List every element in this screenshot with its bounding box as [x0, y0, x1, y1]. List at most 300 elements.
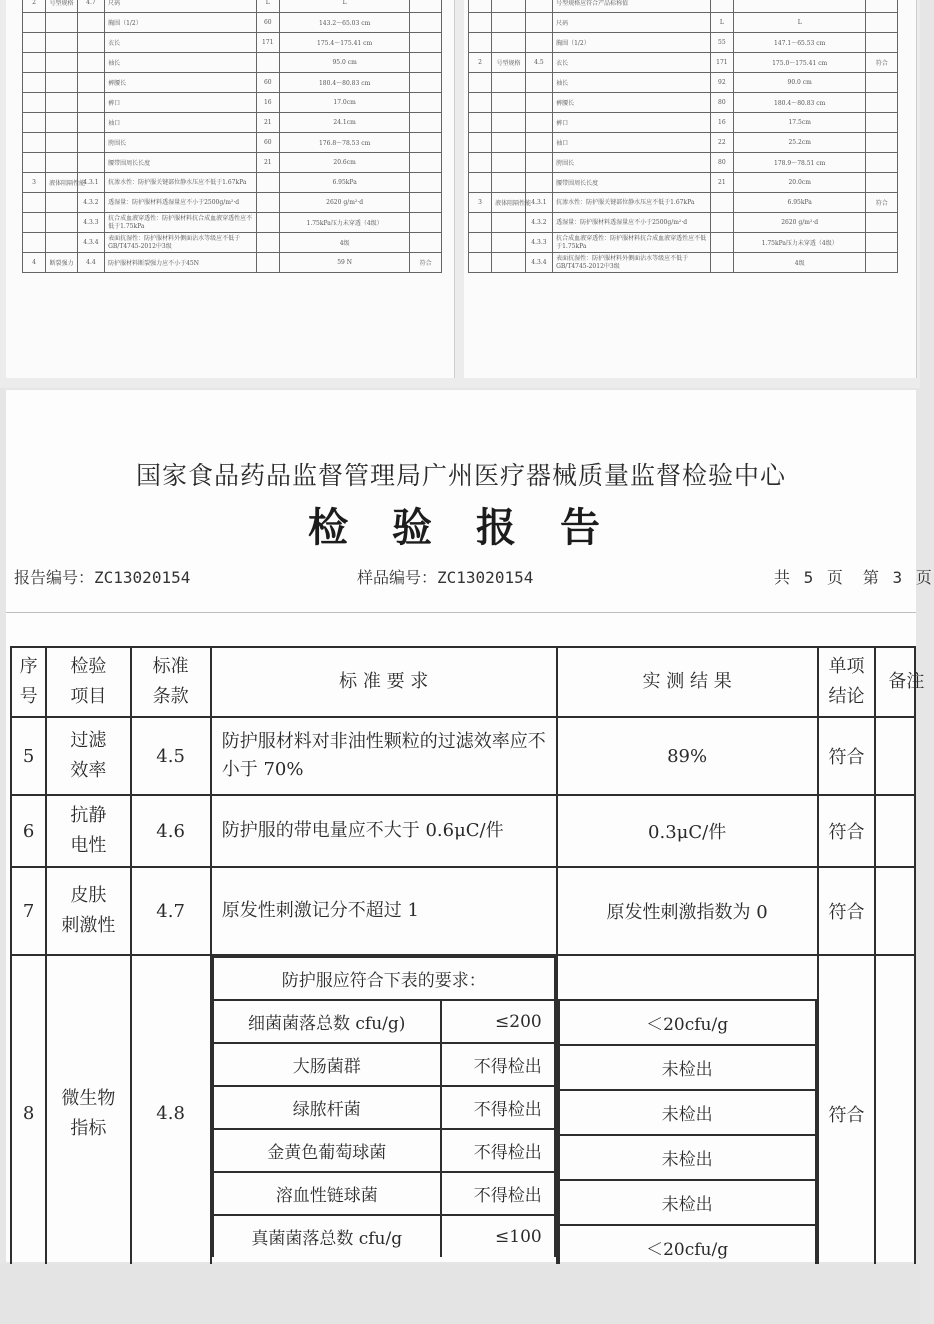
- scan-cell: [492, 213, 526, 233]
- scan-cell: [23, 133, 46, 153]
- scan-row: [469, 0, 898, 13]
- scan-cell: 液体阻隔性能: [492, 193, 526, 213]
- scan-cell: 4.3.1: [525, 193, 552, 213]
- scan-cell: [410, 113, 442, 133]
- scan-cell: L: [279, 0, 410, 13]
- scan-cell: 抗渗水性：防护服关键部位静水压应不低于1.67kPa: [553, 193, 711, 213]
- scan-cell: [23, 53, 46, 73]
- scan-cell: 4.3.1: [77, 173, 104, 193]
- scan-cell: [410, 153, 442, 173]
- scan-cell: [492, 153, 526, 173]
- row-seq: 6: [11, 795, 46, 867]
- scan-cell: [866, 73, 898, 93]
- scan-cell: [710, 233, 733, 253]
- scan-cell: [410, 0, 442, 13]
- scan-cell: [525, 153, 552, 173]
- row-remark: [875, 717, 915, 795]
- row-remark: [875, 795, 915, 867]
- scan-cell: 21: [256, 113, 279, 133]
- scan-row: [23, 93, 442, 113]
- scan-row: [23, 73, 442, 93]
- scan-cell: 衣长: [553, 53, 711, 73]
- scan-cell: [256, 233, 279, 253]
- row-result: 0.3μC/件: [557, 795, 818, 867]
- micro-limit: 不得检出: [441, 1129, 555, 1172]
- row-seq: 8: [11, 955, 46, 1272]
- scan-cell: [710, 253, 733, 273]
- scan-cell: 抗合成血液穿透性：防护服材料抗合成血液穿透性应不低于1.75kPa: [553, 233, 711, 253]
- scan-cell: 17.0cm: [279, 93, 410, 113]
- header-clause: 标准 条款: [131, 647, 211, 717]
- micro-name: 真菌菌落总数 cfu/g: [213, 1215, 441, 1257]
- microbial-requirements: [211, 955, 557, 1272]
- report-number-label: 报告编号：: [14, 568, 95, 587]
- scan-cell: 裤腰长: [105, 73, 257, 93]
- microbial-results: [557, 955, 818, 1272]
- scan-cell: L: [256, 0, 279, 13]
- scan-cell: [492, 93, 526, 113]
- scan-cell: 号型规格: [46, 0, 78, 13]
- scan-row: [469, 193, 898, 213]
- scan-cell: 裤口: [553, 113, 711, 133]
- scan-cell: 号型规格: [492, 53, 526, 73]
- micro-limit: 不得检出: [441, 1043, 555, 1086]
- scan-cell: [23, 73, 46, 93]
- scan-cell: 92: [710, 73, 733, 93]
- scan-cell: 1.75kPa压力未穿透（4级）: [279, 213, 410, 233]
- row-clause: 4.6: [131, 795, 211, 867]
- scan-cell: [410, 193, 442, 213]
- scan-cell: 4.3.4: [77, 233, 104, 253]
- scan-cell: 袖长: [553, 73, 711, 93]
- scan-cell: 6.95kPa: [733, 193, 865, 213]
- scan-cell: [525, 113, 552, 133]
- scan-row: [23, 173, 442, 193]
- micro-limit: ≤200: [441, 1000, 555, 1043]
- scan-cell: 3: [469, 193, 492, 213]
- scan-cell: [46, 213, 78, 233]
- scan-cell: [46, 73, 78, 93]
- scan-cell: 4.3.3: [525, 233, 552, 253]
- scan-row: [23, 193, 442, 213]
- scan-cell: [492, 253, 526, 273]
- scan-cell: 22: [710, 133, 733, 153]
- scan-cell: [492, 233, 526, 253]
- scan-cell: 16: [256, 93, 279, 113]
- scan-cell: 4.5: [525, 53, 552, 73]
- scan-cell: [410, 93, 442, 113]
- scan-cell: 符合: [410, 253, 442, 273]
- scan-cell: [46, 193, 78, 213]
- micro-result: 未检出: [559, 1135, 816, 1180]
- scan-cell: [410, 213, 442, 233]
- scan-cell: [866, 233, 898, 253]
- scan-cell: 表面抗湿性：防护服材料外侧面沾水等级应不低于GB/T4745-2012中3级: [553, 253, 711, 273]
- scan-row: [23, 233, 442, 253]
- scan-row: [23, 113, 442, 133]
- scan-cell: 4级: [279, 233, 410, 253]
- scan-cell: [410, 173, 442, 193]
- report-number: [14, 565, 190, 588]
- table-row: [11, 717, 915, 795]
- scan-cell: 80: [710, 153, 733, 173]
- scan-cell: 表面抗湿性：防护服材料外侧面沾水等级应不低于GB/T4745-2012中3级: [105, 233, 257, 253]
- sample-number: [357, 565, 533, 588]
- scan-cell: [469, 233, 492, 253]
- scan-cell: 2: [469, 53, 492, 73]
- scan-cell: [733, 0, 865, 13]
- scan-row: [469, 233, 898, 253]
- scan-cell: [525, 173, 552, 193]
- page-count: 共 5 页 第 3 页: [774, 568, 934, 587]
- scan-cell: 147.1～65.53 cm: [733, 33, 865, 53]
- scan-cell: 80: [710, 93, 733, 113]
- scan-cell: 90.0 cm: [733, 73, 865, 93]
- scan-cell: [77, 73, 104, 93]
- scan-cell: 裤腰长: [553, 93, 711, 113]
- micro-limit: 不得检出: [441, 1086, 555, 1129]
- scan-cell: 176.8～78.53 cm: [279, 133, 410, 153]
- scan-cell: [77, 153, 104, 173]
- scan-cell: L: [733, 13, 865, 33]
- table-row-microbial: [11, 955, 915, 1272]
- scan-cell: 号型规格应符合产品标称值: [553, 0, 711, 13]
- row-clause: 4.7: [131, 867, 211, 955]
- scan-cell: 4.4: [77, 253, 104, 273]
- scan-cell: 抗合成血液穿透性：防护服材料抗合成血液穿透性应不低于1.75kPa: [105, 213, 257, 233]
- row-clause: 4.8: [131, 955, 211, 1272]
- scan-cell: 180.4～80.83 cm: [279, 73, 410, 93]
- scan-cell: 178.9～78.51 cm: [733, 153, 865, 173]
- scan-row: [469, 213, 898, 233]
- micro-result: 未检出: [559, 1180, 816, 1225]
- scan-cell: [77, 93, 104, 113]
- scan-cell: [410, 133, 442, 153]
- row-item: 皮肤 刺激性: [46, 867, 130, 955]
- scan-cell: 胯围长: [553, 153, 711, 173]
- scan-cell: [469, 253, 492, 273]
- scan-cell: [469, 213, 492, 233]
- scan-cell: 2620 g/m²·d: [279, 193, 410, 213]
- microbial-result-table: [558, 999, 817, 1271]
- scan-cell: 60: [256, 133, 279, 153]
- row-conclusion: 符合: [818, 795, 876, 867]
- report-meta: [14, 565, 934, 589]
- scan-cell: 4级: [733, 253, 865, 273]
- header-remark: 备注: [875, 647, 915, 717]
- scan-cell: [469, 33, 492, 53]
- scan-cell: [23, 193, 46, 213]
- scan-row: [23, 153, 442, 173]
- scan-cell: [525, 133, 552, 153]
- report-title: 检验报告: [308, 504, 644, 551]
- scan-right-table: [468, 0, 898, 273]
- scan-row: [469, 73, 898, 93]
- micro-result: 未检出: [559, 1090, 816, 1135]
- micro-name: 大肠菌群: [213, 1043, 441, 1086]
- scan-cell: 符合: [866, 193, 898, 213]
- header-requirement: 标 准 要 求: [211, 647, 557, 717]
- scan-row: [23, 253, 442, 273]
- scan-cell: [23, 153, 46, 173]
- scan-cell: [469, 73, 492, 93]
- scan-cell: 2: [23, 0, 46, 13]
- inspection-table: [10, 646, 925, 1273]
- scan-cell: [469, 173, 492, 193]
- scan-cell: [866, 93, 898, 113]
- row-item: 微生物 指标: [46, 955, 130, 1272]
- scan-cell: 16: [710, 113, 733, 133]
- scan-cell: [710, 193, 733, 213]
- scan-cell: 59 N: [279, 253, 410, 273]
- scan-cell: 胸围（1/2）: [553, 33, 711, 53]
- scan-cell: 符合: [866, 53, 898, 73]
- scan-cell: 4: [23, 253, 46, 273]
- scan-row: [23, 53, 442, 73]
- organization-title: 国家食品药品监督管理局广州医疗器械质量监督检验中心: [135, 461, 786, 490]
- scan-cell: 4.3.3: [77, 213, 104, 233]
- scan-cell: [23, 93, 46, 113]
- scan-cell: [23, 33, 46, 53]
- report-page: [6, 390, 934, 1262]
- row-requirement: 防护服材料对非油性颗粒的过滤效率应不小于 70%: [211, 717, 557, 795]
- scan-cell: [77, 33, 104, 53]
- scan-cell: 袖长: [105, 53, 257, 73]
- scan-page-left: [6, 0, 455, 378]
- scan-cell: 4.3.4: [525, 253, 552, 273]
- micro-name: 溶血性链球菌: [213, 1172, 441, 1215]
- scan-cell: 60: [256, 73, 279, 93]
- scan-row: [469, 93, 898, 113]
- scan-cell: 腰带围周长长度: [553, 173, 711, 193]
- scan-cell: [492, 113, 526, 133]
- scan-cell: [492, 73, 526, 93]
- scan-cell: [866, 133, 898, 153]
- row-clause: 4.5: [131, 717, 211, 795]
- sample-number-label: 样品编号：: [357, 568, 438, 587]
- scan-cell: 尺码: [553, 13, 711, 33]
- header-conclusion: 单项 结论: [818, 647, 876, 717]
- row-result: 原发性刺激指数为 0: [557, 867, 818, 955]
- micro-name: 金黄色葡萄球菌: [213, 1129, 441, 1172]
- scan-cell: 20.6cm: [279, 153, 410, 173]
- scan-cell: 21: [710, 173, 733, 193]
- micro-result: ＜20cfu/g: [559, 1225, 816, 1270]
- scan-cell: 透湿量：防护服材料透湿量应不小于2500g/m²·d: [553, 213, 711, 233]
- scan-cell: [256, 173, 279, 193]
- row-conclusion: 符合: [818, 867, 876, 955]
- scan-row: [469, 253, 898, 273]
- row-item: 过滤 效率: [46, 717, 130, 795]
- microbial-intro: 防护服应符合下表的要求：: [213, 957, 555, 1000]
- scan-page-right: [464, 0, 917, 378]
- scan-cell: 6.95kPa: [279, 173, 410, 193]
- row-requirement: 防护服的带电量应不大于 0.6μC/件: [211, 795, 557, 867]
- row-result: 89%: [557, 717, 818, 795]
- scan-cell: 尺码: [105, 0, 257, 13]
- scan-cell: 17.5cm: [733, 113, 865, 133]
- scan-row: [23, 213, 442, 233]
- scan-cell: 2620 g/m²·d: [733, 213, 865, 233]
- scan-cell: [410, 73, 442, 93]
- scan-cell: [469, 133, 492, 153]
- scan-cell: [492, 0, 526, 13]
- scan-cell: [256, 253, 279, 273]
- micro-result: 未检出: [559, 1045, 816, 1090]
- scan-cell: [866, 113, 898, 133]
- divider: [6, 612, 916, 613]
- scan-cell: [46, 233, 78, 253]
- micro-name: 绿脓杆菌: [213, 1086, 441, 1129]
- row-remark: [875, 867, 915, 955]
- scan-cell: [525, 13, 552, 33]
- scan-cell: 171: [256, 33, 279, 53]
- row-item: 抗静 电性: [46, 795, 130, 867]
- scan-row: [469, 133, 898, 153]
- scan-row: [469, 153, 898, 173]
- scan-cell: [46, 113, 78, 133]
- header-item: 检验 项目: [46, 647, 130, 717]
- scan-cell: [77, 13, 104, 33]
- scan-cell: [492, 173, 526, 193]
- scan-cell: 衣长: [105, 33, 257, 53]
- scan-cell: 腰带围周长长度: [105, 153, 257, 173]
- scan-cell: [866, 253, 898, 273]
- scan-cell: 171: [710, 53, 733, 73]
- scan-cell: 透湿量：防护服材料透湿量应不小于2500g/m²·d: [105, 193, 257, 213]
- scan-cell: 抗渗水性：防护服关键部位静水压应不低于1.67kPa: [105, 173, 257, 193]
- scan-cell: [469, 0, 492, 13]
- scan-cell: 21: [256, 153, 279, 173]
- scan-cell: [492, 13, 526, 33]
- scan-cell: 60: [256, 13, 279, 33]
- scan-cell: [492, 33, 526, 53]
- scan-cell: 55: [710, 33, 733, 53]
- scan-cell: [525, 33, 552, 53]
- scan-cell: [866, 173, 898, 193]
- scan-row: [469, 53, 898, 73]
- scan-row: [23, 0, 442, 13]
- scan-cell: 4.7: [77, 0, 104, 13]
- table-row: [11, 867, 915, 955]
- scan-cell: [492, 133, 526, 153]
- scan-cell: 175.4～175.41 cm: [279, 33, 410, 53]
- scan-cell: [256, 213, 279, 233]
- scan-cell: [23, 213, 46, 233]
- previous-pages-strip: [0, 0, 920, 388]
- scan-cell: L: [710, 13, 733, 33]
- scan-cell: [469, 93, 492, 113]
- row-conclusion: 符合: [818, 717, 876, 795]
- scan-cell: 20.0cm: [733, 173, 865, 193]
- scan-cell: 25.2cm: [733, 133, 865, 153]
- header-result: 实 测 结 果: [557, 647, 818, 717]
- scan-cell: 4.3.2: [525, 213, 552, 233]
- scan-left-table: [22, 0, 442, 273]
- scan-cell: [77, 133, 104, 153]
- scan-cell: [410, 13, 442, 33]
- sample-number-value: ZC13020154: [437, 568, 534, 587]
- scan-cell: [77, 113, 104, 133]
- scan-row: [469, 33, 898, 53]
- scan-cell: [866, 0, 898, 13]
- header-seq: 序 号: [11, 647, 46, 717]
- scan-cell: 4.3.2: [77, 193, 104, 213]
- bottom-margin: [0, 1264, 920, 1324]
- scan-cell: 1.75kPa压力未穿透（4级）: [733, 233, 865, 253]
- scan-cell: 24.1cm: [279, 113, 410, 133]
- scan-cell: 175.0～175.41 cm: [733, 53, 865, 73]
- row-seq: 7: [11, 867, 46, 955]
- scan-row: [23, 13, 442, 33]
- scan-cell: 胯围长: [105, 133, 257, 153]
- scan-cell: [469, 153, 492, 173]
- row-seq: 5: [11, 717, 46, 795]
- scan-cell: [46, 93, 78, 113]
- scan-cell: [46, 33, 78, 53]
- scan-cell: [866, 213, 898, 233]
- scan-cell: [256, 193, 279, 213]
- scan-cell: 防护服材料断裂强力应不小于45N: [105, 253, 257, 273]
- row-requirement: 原发性刺激记分不超过 1: [211, 867, 557, 955]
- scan-cell: [256, 53, 279, 73]
- micro-limit: ≤100: [441, 1215, 555, 1257]
- scan-cell: [77, 53, 104, 73]
- scan-cell: 95.0 cm: [279, 53, 410, 73]
- scan-cell: [46, 153, 78, 173]
- scan-cell: [46, 53, 78, 73]
- scan-cell: [23, 233, 46, 253]
- scan-cell: 143.2～65.03 cm: [279, 13, 410, 33]
- scan-row: [469, 13, 898, 33]
- scan-cell: [469, 13, 492, 33]
- scan-cell: [46, 13, 78, 33]
- scan-cell: 裤口: [105, 93, 257, 113]
- scan-cell: [866, 13, 898, 33]
- scan-cell: [525, 73, 552, 93]
- scan-cell: [410, 53, 442, 73]
- scan-cell: [469, 113, 492, 133]
- scan-cell: [46, 133, 78, 153]
- scan-cell: [23, 13, 46, 33]
- scan-cell: [710, 213, 733, 233]
- scan-cell: [410, 33, 442, 53]
- table-row: [11, 795, 915, 867]
- scan-cell: [410, 233, 442, 253]
- micro-limit: 不得检出: [441, 1172, 555, 1215]
- scan-cell: 断裂强力: [46, 253, 78, 273]
- scan-cell: 3: [23, 173, 46, 193]
- scan-cell: 液体阻隔性能: [46, 173, 78, 193]
- micro-name: 细菌菌落总数 cfu/g): [213, 1000, 441, 1043]
- micro-result: ＜20cfu/g: [559, 1000, 816, 1045]
- scan-cell: [23, 113, 46, 133]
- scan-cell: 袖口: [105, 113, 257, 133]
- scan-cell: [710, 0, 733, 13]
- scan-cell: 180.4～80.83 cm: [733, 93, 865, 113]
- scan-row: [23, 33, 442, 53]
- scan-cell: [525, 0, 552, 13]
- scan-row: [469, 173, 898, 193]
- scan-row: [469, 113, 898, 133]
- scan-cell: [866, 153, 898, 173]
- report-number-value: ZC13020154: [94, 568, 191, 587]
- scan-cell: 袖口: [553, 133, 711, 153]
- row-remark: [875, 955, 915, 1272]
- scan-row: [23, 133, 442, 153]
- scan-cell: [866, 33, 898, 53]
- scan-cell: 胸围（1/2）: [105, 13, 257, 33]
